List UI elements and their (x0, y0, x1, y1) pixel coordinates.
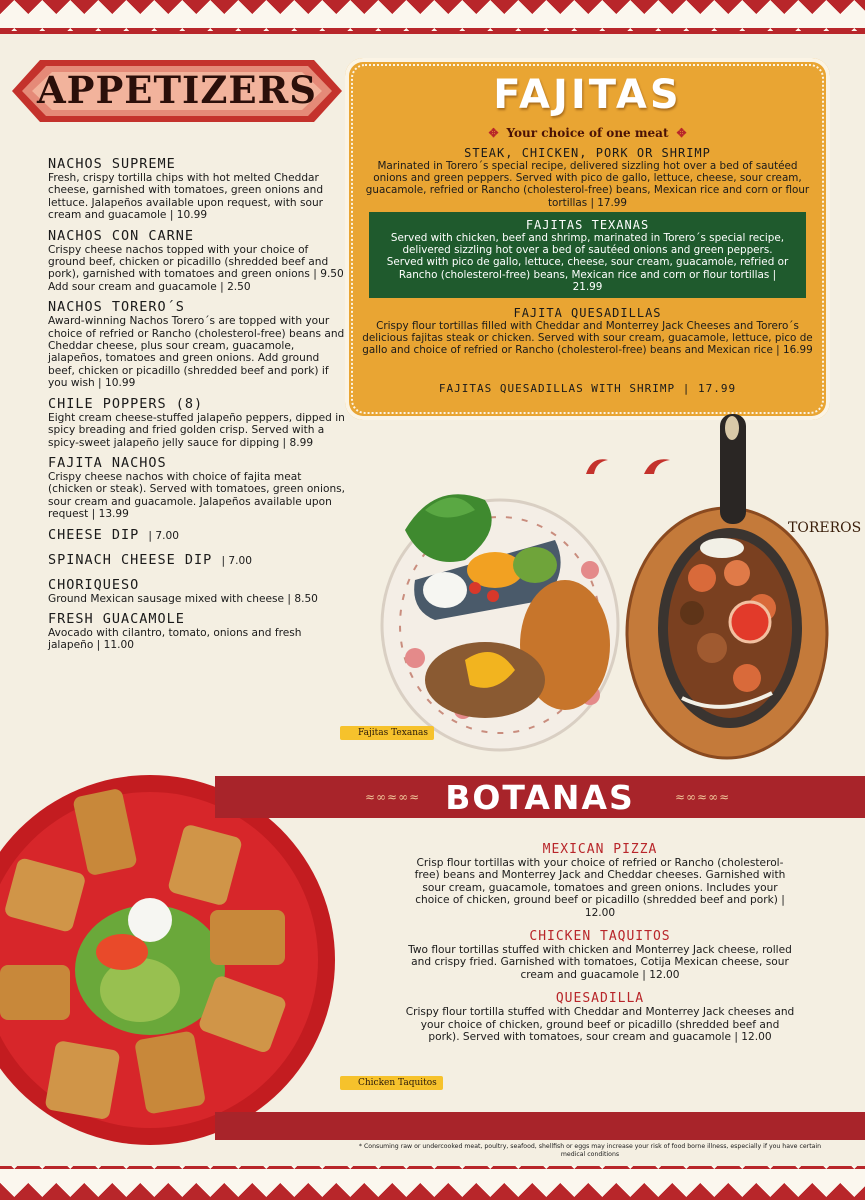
item-description: Crisp flour tortillas with your choice of refried or Rancho (cholesterol-free) beans and Monterrey Jack and Cheddar cheeses. Garnished with sour cream, guacamole, tomatoes and green onions. Includes your choice of chicken, ground beef or picadillo (shredded beef and pork) | 12.00 (414, 857, 786, 919)
menu-item (48, 228, 348, 294)
item-price: | 7.00 (148, 529, 179, 542)
bottom-decorative-border (0, 1166, 865, 1200)
ornament-right-icon: ≈∞≈∞≈ (675, 790, 731, 804)
ornament-icon: ✥ (488, 126, 499, 140)
menu-item (48, 299, 348, 389)
item-description: Marinated in Torero´s special recipe, delivered sizzling hot over a bed of sautéed onions and green peppers. Served with pico de gallo, lettuce, cheese, sour cream, guacamole, refried or Rancho (cholesterol-free) beans, Mexican rice and corn or flour tortillas | 17.99 (365, 160, 810, 209)
chicken-taquitos-photo-label (340, 1076, 443, 1090)
item-description: Eight cream cheese-stuffed jalapeño peppers, dipped in spicy breading and fried golden crisp. Served with a spicy-sweet jalapeño jelly sauce for dipping | 8.99 (48, 411, 345, 449)
item-description: Fresh, crispy tortilla chips with hot melted Cheddar cheese, garnished with tomatoes, green onions and lettuce. Jalapeños available upon request, with sour cream and guacamole | 10.99 (48, 172, 324, 222)
menu-item (48, 156, 348, 222)
botanas-banner (215, 776, 865, 818)
item-description: Crispy cheese nachos with choice of fajita meat (chicken or steak). Served with tomatoes, green onions, sour cream and guacamole. Jalapeños available upon request | 13.99 (48, 470, 346, 521)
item-name: QUESADILLA (555, 991, 645, 1007)
item-description: Award-winning Nachos Torero´s are topped with your choice of refried or Rancho (cholesterol-free) beans and Cheddar cheese, plus sour cream, guacamole, jalapeños, tomatoes and green onions. Add ground beef, chicken or picadillo (shredded beef and pork) if you wish | 10.99 (48, 315, 345, 390)
label-text: Chicken Taquitos (358, 1078, 437, 1088)
item-name: FAJITAS TEXANAS (525, 218, 650, 232)
menu-item (405, 929, 795, 981)
fajitas-texanas-box (367, 210, 808, 300)
fajitas-section (345, 58, 830, 420)
menu-item (405, 842, 795, 919)
ornament-left-icon: ≈∞≈∞≈ (365, 790, 421, 804)
item-description: Crispy flour tortillas filled with Cheddar and Monterrey Jack Cheeses and Torero´s delicious fajitas steak or chicken. Served with sour cream, guacamole, lettuce, pico de gallo and choice of refried or Rancho (cholesterol-free) beans and Mexican rice | 16.99 (362, 320, 813, 357)
fajitas-subtitle (345, 126, 830, 140)
item-name: SPINACH CHEESE DIP (48, 551, 213, 568)
skillet-brand-text: TOREROS (788, 520, 862, 536)
fajitas-shrimp-item (361, 382, 814, 396)
ornament-icon: ✥ (676, 126, 687, 140)
appetizers-heading: APPETIZERS (36, 68, 318, 112)
item-name: NACHOS SUPREME (48, 156, 176, 172)
item-description: Crispy cheese nachos topped with your choice of ground beef, chicken or picadillo (shredded beef and pork), garnished with tomatoes and green onions | 9.50 (48, 243, 344, 281)
item-name: STEAK, CHICKEN, PORK OR SHRIMP (464, 146, 711, 160)
fajitas-main-item (361, 146, 814, 209)
appetizers-banner (12, 56, 342, 126)
item-name: CHICKEN TAQUITOS (529, 929, 671, 945)
item-description: Avocado with cilantro, tomato, onions and fresh jalapeño | 11.00 (48, 626, 302, 652)
item-name: FRESH GUACAMOLE (48, 610, 185, 627)
menu-item (48, 577, 348, 605)
menu-item (405, 991, 795, 1043)
appetizers-list (48, 156, 348, 658)
label-text: Fajitas Texanas (358, 728, 428, 738)
item-description: Crispy flour tortilla stuffed with Cheddar and Monterrey Jack cheeses and your choice of chicken, ground beef or picadillo (shredded beef and pork). Served with tomatoes, sour cream and guacamole | 12.00 (405, 1006, 795, 1044)
item-name: FAJITA QUESADILLAS (513, 306, 662, 320)
item-name: CHORIQUESO (48, 576, 140, 593)
bottom-red-band (215, 1112, 865, 1140)
item-addon: Add sour cream and guacamole | 2.50 (48, 280, 251, 293)
item-description: Served with chicken, beef and shrimp, marinated in Torero´s special recipe, delivered sizzling hot over a bed of sautéed onions and green peppers. Served with pico de gallo, lettuce, cheese, sour cream, guacamole, refried or Rancho (cholesterol-free) beans, Mexican rice and corn or flour tortillas | 21.99 (386, 232, 789, 293)
top-decorative-border (0, 0, 865, 34)
item-name: NACHOS CON CARNE (48, 227, 195, 244)
fajitas-texanas-photo-label (340, 726, 434, 740)
menu-item-cheese-dip (48, 527, 348, 544)
item-price: | 7.00 (221, 554, 252, 567)
item-description: Ground Mexican sausage mixed with cheese | 8.50 (48, 592, 318, 605)
menu-item-spinach-cheese-dip (48, 552, 348, 569)
item-name: FAJITAS QUESADILLAS WITH SHRIMP | 17.99 (438, 382, 737, 395)
subtitle-text: Your choice of one meat (506, 126, 669, 140)
item-name: CHEESE DIP (48, 526, 140, 543)
item-description: Two flour tortillas stuffed with chicken and Monterrey Jack cheese, rolled and crispy fried. Garnished with tomatoes, Cotija Mexican cheese, sour cream and guacamole | 12.00 (408, 944, 792, 981)
item-name: MEXICAN PIZZA (542, 842, 658, 857)
fajitas-texanas-plate-image (375, 470, 625, 755)
food-safety-disclaimer: * Consuming raw or undercooked meat, poultry, seafood, shellfish or eggs may increase your risk of food borne illness, especially if you have certain medical conditions (358, 1143, 822, 1158)
item-name: NACHOS TORERO´S (48, 299, 185, 316)
item-name: CHILE POPPERS (8) (48, 395, 204, 412)
item-name: FAJITA NACHOS (48, 454, 167, 471)
fajitas-skillet-image (622, 408, 862, 763)
menu-item (48, 396, 348, 449)
menu-item (48, 455, 348, 521)
chicken-taquitos-plate-image (0, 770, 340, 1150)
botanas-heading: BOTANAS (445, 778, 635, 817)
fajita-quesadillas-item (361, 306, 814, 357)
menu-item (48, 611, 348, 652)
botanas-list (405, 842, 795, 1053)
fajitas-heading: FAJITAS (493, 72, 682, 118)
